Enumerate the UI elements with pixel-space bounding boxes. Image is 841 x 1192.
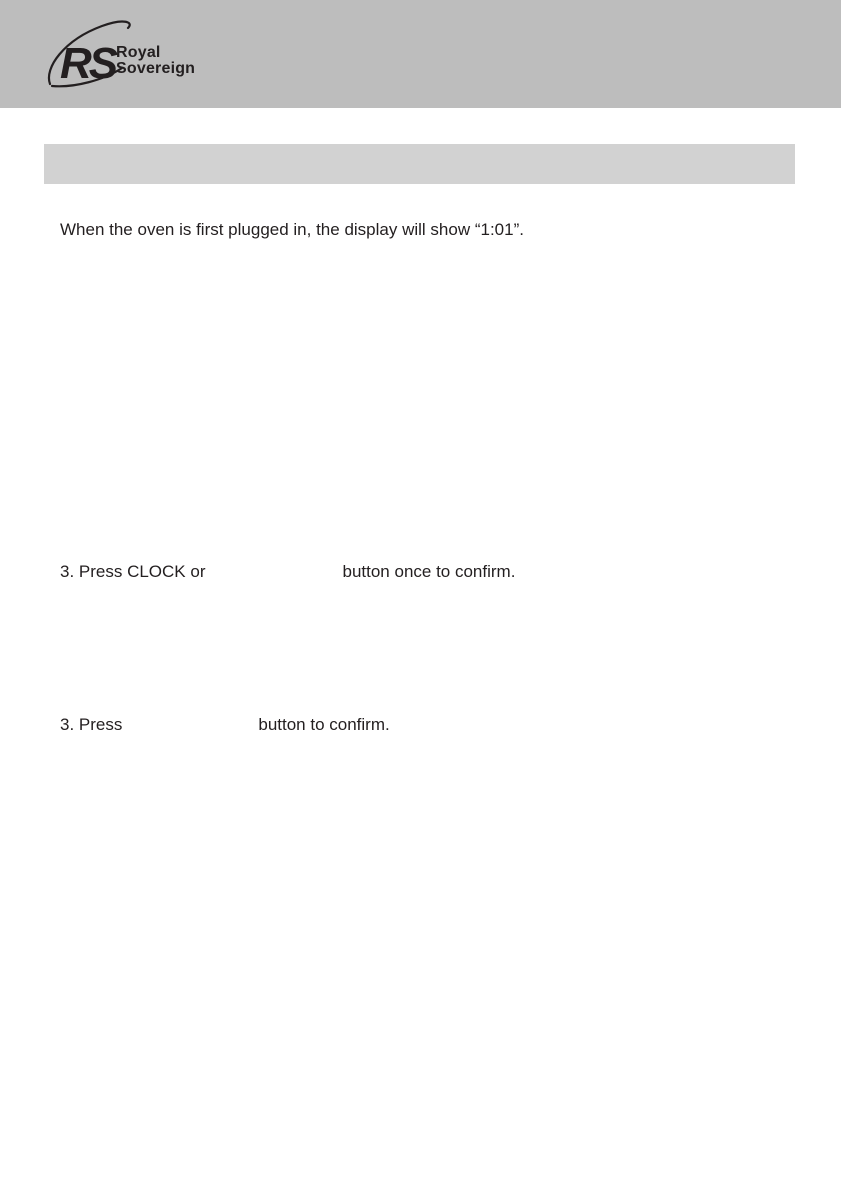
intro-text: When the oven is first plugged in, the display will show “1:01”. bbox=[60, 220, 524, 239]
brand-line2: Sovereign bbox=[116, 60, 196, 77]
step-confirm-end: button to confirm. bbox=[258, 715, 390, 734]
brand-wordmark bbox=[116, 45, 195, 77]
section-heading-bar bbox=[44, 144, 795, 184]
step-clock-confirm-start: 3. Press CLOCK or bbox=[60, 562, 206, 581]
brand-monogram: RS bbox=[60, 39, 116, 88]
step-confirm bbox=[60, 715, 390, 735]
brand-logo bbox=[44, 18, 216, 90]
step-clock-confirm-end: button once to confirm. bbox=[342, 562, 516, 581]
brand-line1: Royal bbox=[116, 44, 161, 61]
step-confirm-start: 3. Press bbox=[60, 715, 123, 734]
step-clock-confirm bbox=[60, 562, 515, 582]
